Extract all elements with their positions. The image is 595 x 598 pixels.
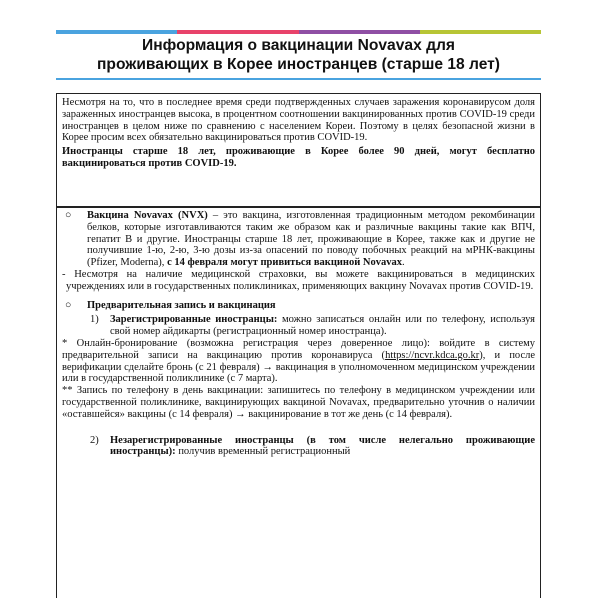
color-segment-pink — [177, 30, 298, 34]
booking-heading-item — [62, 300, 535, 312]
vaccine-description: – это вакцина, изготовленная традиционным методом рекомбинации белков, которые изготавливаются таким же образом как и различные вакцины такие как ВПЧ, гепатит B и другие. Иностранцы старше 18 лет, проживающие в Корее, также как и другие не получившие 1-ю, 2-ю, 3-ю дозы из-за опасений по поводу побочных реакций на мРНК-вакцины (Pfizer, Moderna), — [87, 210, 535, 269]
phone-booking-note: ** Запись по телефону в день вакцинации: запишитесь по телефону в медицинском учреждении или государственной поликлинике, вакцинирующих вакциной Novavax, предварительно уточнив о наличии «оставшейся» вакцины (с 14 февраля) → вакцинирование в тот же день (с 14 февраля). — [62, 385, 535, 420]
circle-bullet-icon: ○ — [65, 210, 72, 221]
intro-box — [56, 93, 541, 207]
registered-foreigners-item: 1) Зарегистрированные иностранцы: можно записаться онлайн или по телефону, используя свой номер айдикарты (регистрационный номер иностранца). — [90, 314, 535, 338]
title-underline-bar — [56, 78, 541, 80]
page-title — [56, 36, 541, 74]
registered-foreigners-label: Зарегистрированные иностранцы: — [110, 314, 278, 326]
booking-heading: Предварительная запись и вакцинация — [87, 299, 276, 311]
insurance-note: - Несмотря на наличие медицинской страховки, вы можете вакцинироваться в медицинских учреждениях или в государственных поликлиниках, применяющих вакцину Novavax против COVID-19. — [62, 268, 535, 292]
circle-bullet-icon: ○ — [65, 299, 72, 311]
unregistered-foreigners-label: Незарегистрированные иностранцы (в том числе нелегально проживающие иностранцы): — [110, 434, 535, 458]
unregistered-foreigners-item: 2) Незарегистрированные иностранцы (в том числе нелегально проживающие иностранцы): получив временный регистрационный — [90, 434, 535, 458]
ncvr-link[interactable]: https://ncvr.kdca.go.kr — [385, 349, 480, 361]
title-line-2: проживающих в Корее иностранцев (старше 18 лет) — [97, 56, 500, 73]
online-booking-note: * Онлайн-бронирование (возможна регистрация через доверенное лицо): войдите в систему предварительной записи на вакцинацию против коронавируса (https://ncvr.kdca.go.kr), и после верификации сделайте бронь (с 21 февраля) → вакцинация в уполномоченном медицинском учреждении или в государственной поликлинике (с 7 марта). — [62, 337, 536, 385]
main-info-box — [56, 207, 541, 598]
color-segment-green — [420, 30, 541, 34]
vaccine-name: Вакцина Novavax (NVX) — [87, 210, 208, 221]
color-segment-purple — [299, 30, 420, 34]
intro-paragraph: Несмотря на то, что в последнее время среди подтвержденных случаев заражения коронавирусом доля зараженных иностранцев высока, в процентном соотношении вакцинированных против COVID-19 среди иностранцев в целом ниже по сравнению с населением Кореи. Поэтому в целях безопасной жизни в Корее просим всех обязательно вакцинироваться против COVID-19. — [62, 97, 535, 144]
color-segment-blue — [56, 30, 177, 34]
header-color-bar — [56, 30, 541, 34]
vaccine-start-date: с 14 февраля могут привиться вакциной Novavax — [167, 257, 402, 269]
intro-bold-paragraph: Иностранцы старше 18 лет, проживающие в Корее более 90 дней, могут бесплатно вакцинироваться против COVID-19. — [62, 146, 535, 169]
title-line-1: Информация о вакцинации Novavax для — [142, 37, 455, 54]
vaccine-info-item: ○ Вакцина Novavax (NVX) – это вакцина, изготовленная традиционным методом рекомбинации белков, которые изготавливаются таким же образом как и различные вакцины такие как ВПЧ, гепатит B и другие. Иностранцы старше 18 лет, проживающие в Корее, также как и другие не получившие 1-ю, 2-ю, 3-ю дозы из-за опасений по поводу побочных реакций на мРНК-вакцины (Pfizer, Moderna), с 14 февраля могут привиться вакциной Novavax. — [62, 210, 535, 269]
